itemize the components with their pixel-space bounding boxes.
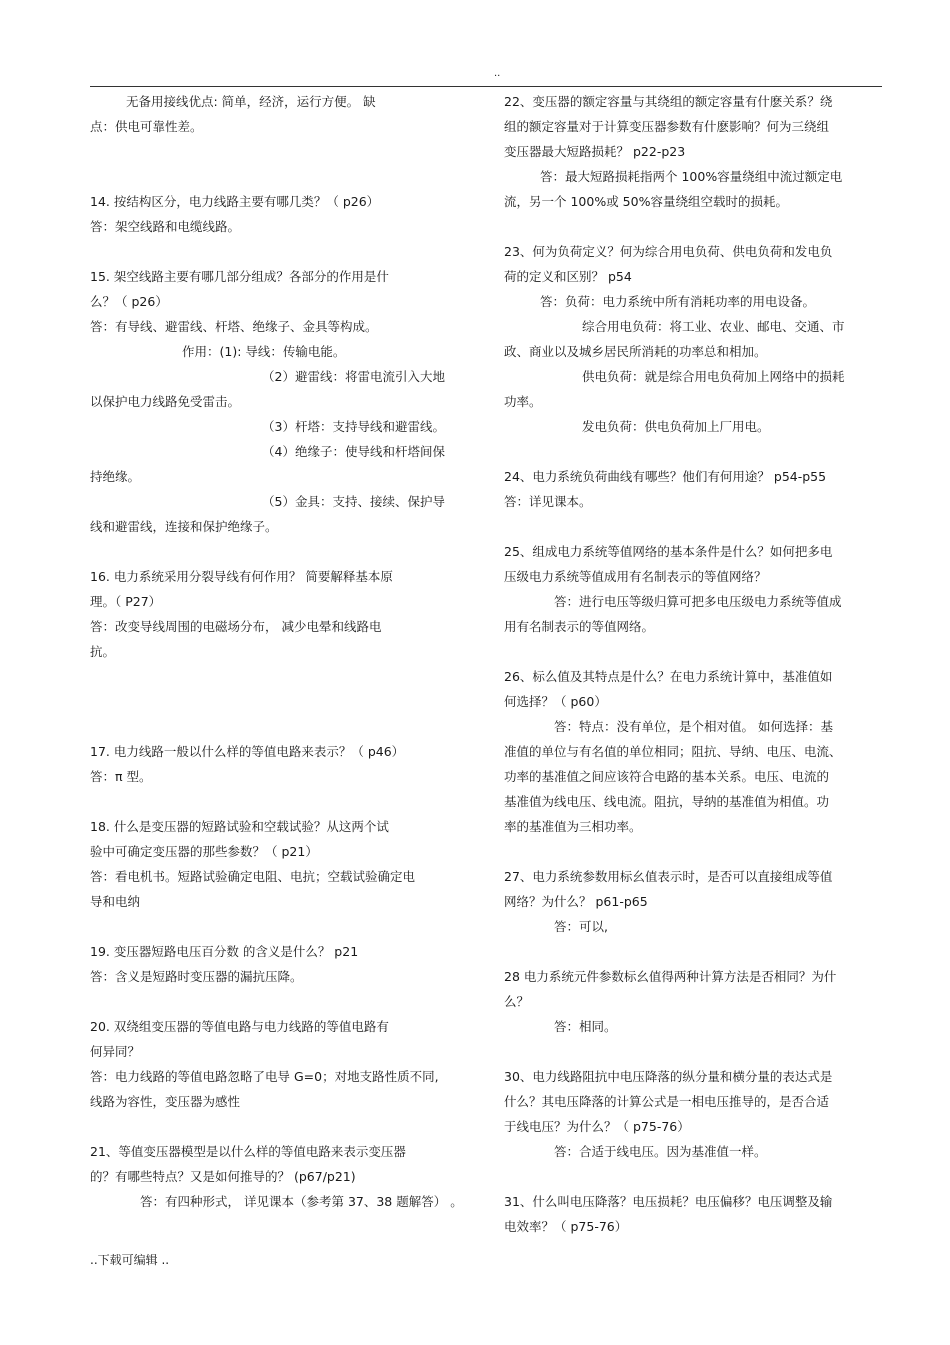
text-line: 31、什么叫电压降落？电压损耗？电压偏移？电压调整及输 xyxy=(504,1194,833,1209)
text-line: 功率。 xyxy=(504,394,542,409)
text-line: （3）杆塔：支持导线和避雷线。 xyxy=(262,419,445,434)
text-line: 22、变压器的额定容量与其绕组的额定容量有什麽关系？绕 xyxy=(504,94,833,109)
text-line: 20. 双绕组变压器的等值电路与电力线路的等值电路有 xyxy=(90,1019,389,1034)
text-line: 答：最大短路损耗指两个 100%容量绕组中流过额定电 xyxy=(540,169,843,184)
text-line: 答：架空线路和电缆线路。 xyxy=(90,219,241,234)
text-line: 无备用接线优点: 简单，经济，运行方便。 缺 xyxy=(126,94,376,109)
text-line: 30、电力线路阻抗中电压降落的纵分量和横分量的表达式是 xyxy=(504,1069,833,1084)
text-line: 答：相同。 xyxy=(554,1019,617,1034)
text-line: 政、商业以及城乡居民所消耗的功率总和相加。 xyxy=(504,344,767,359)
text-line: 以保护电力线路免受雷击。 xyxy=(90,394,241,409)
text-line: 持绝缘。 xyxy=(90,469,141,484)
text-line: 抗。 xyxy=(90,644,116,659)
blank-line xyxy=(504,439,879,464)
text-line: 网络？为什么？ p61-p65 xyxy=(504,894,648,909)
text-line: 16. 电力系统采用分裂导线有何作用？ 简要解释基本原 xyxy=(90,569,393,584)
text-line: 答：电力线路的等值电路忽略了电导 G=0；对地支路性质不同, xyxy=(90,1069,439,1084)
text-line: 24、电力系统负荷曲线有哪些？他们有何用途？ p54-p55 xyxy=(504,469,827,484)
text-line: 准值的单位与有名值的单位相同；阻抗、导纳、电压、电流、 xyxy=(504,744,842,759)
blank-line xyxy=(90,164,475,189)
text-line: 27、电力系统参数用标幺值表示时，是否可以直接组成等值 xyxy=(504,869,833,884)
blank-line xyxy=(90,714,475,739)
text-line: 25、组成电力系统等值网络的基本条件是什么？如何把多电 xyxy=(504,544,833,559)
text-line: 14. 按结构区分，电力线路主要有哪几类？（ p26） xyxy=(90,194,380,209)
text-line: 流，另一个 100%或 50%容量绕组空载时的损耗。 xyxy=(504,194,788,209)
blank-line xyxy=(90,239,475,264)
text-line: 15. 架空线路主要有哪几部分组成？各部分的作用是什 xyxy=(90,269,389,284)
text-line: 23、何为负荷定义？何为综合用电负荷、供电负荷和发电负 xyxy=(504,244,833,259)
text-line: 率的基准值为三相功率。 xyxy=(504,819,642,834)
left-column xyxy=(90,89,475,1214)
blank-line xyxy=(90,789,475,814)
blank-line xyxy=(90,1114,475,1139)
text-line: 18. 什么是变压器的短路试验和空载试验？从这两个试 xyxy=(90,819,389,834)
text-line: 理。（ P27） xyxy=(90,594,162,609)
text-line: 压级电力系统等值成用有名制表示的等值网络？ xyxy=(504,569,767,584)
text-line: 答：详见课本。 xyxy=(504,494,592,509)
text-line: 17. 电力线路一般以什么样的等值电路来表示？（ p46） xyxy=(90,744,405,759)
blank-line xyxy=(504,1164,879,1189)
text-line: 电效率？（ p75-76） xyxy=(504,1219,628,1234)
text-line: 26、标么值及其特点是什么？在电力系统计算中，基准值如 xyxy=(504,669,833,684)
text-line: （5）金具：支持、接续、保护导 xyxy=(262,494,445,509)
text-line: 导和电纳 xyxy=(90,894,141,909)
blank-line xyxy=(90,989,475,1014)
text-line: 答：特点：没有单位，是个相对值。 如何选择：基 xyxy=(554,719,833,734)
text-line: 组的额定容量对于计算变压器参数有什麽影响？何为三绕组 xyxy=(504,119,830,134)
text-line: 答：有导线、避雷线、杆塔、绝缘子、金具等构成。 xyxy=(90,319,378,334)
text-line: 答：改变导线周围的电磁场分布， 减少电晕和线路电 xyxy=(90,619,382,634)
blank-line xyxy=(504,639,879,664)
right-column xyxy=(504,89,879,1239)
text-line: 验中可确定变压器的那些参数？（ p21） xyxy=(90,844,318,859)
blank-line xyxy=(90,914,475,939)
text-line: 用有名制表示的等值网络。 xyxy=(504,619,655,634)
text-line: 的？有哪些特点？又是如何推导的？ (p67/p21) xyxy=(90,1169,356,1184)
text-line: 21、等值变压器模型是以什么样的等值电路来表示变压器 xyxy=(90,1144,406,1159)
text-line: 于线电压？为什么？（ p75-76） xyxy=(504,1119,690,1134)
text-line: 答：进行电压等级归算可把多电压级电力系统等值成 xyxy=(554,594,842,609)
text-line: 28 电力系统元件参数标幺值得两种计算方法是否相同？为什 xyxy=(504,969,837,984)
text-line: 荷的定义和区别？ p54 xyxy=(504,269,632,284)
blank-line xyxy=(504,1039,879,1064)
text-line: （4）绝缘子：使导线和杆塔间保 xyxy=(262,444,445,459)
text-line: 功率的基准值之间应该符合电路的基本关系。电压、电流的 xyxy=(504,769,830,784)
text-line: 发电负荷：供电负荷加上厂用电。 xyxy=(582,419,770,434)
text-line: 什么？其电压降落的计算公式是一相电压推导的，是否合适 xyxy=(504,1094,830,1109)
text-line: 供电负荷：就是综合用电负荷加上网络中的损耗 xyxy=(582,369,845,384)
blank-line xyxy=(90,539,475,564)
blank-line xyxy=(504,214,879,239)
blank-line xyxy=(90,664,475,689)
text-line: 答：可以, xyxy=(554,919,608,934)
text-line: 答：含义是短路时变压器的漏抗压降。 xyxy=(90,969,303,984)
text-line: （2）避雷线：将雷电流引入大地 xyxy=(262,369,445,384)
text-line: 作用：(1): 导线：传输电能。 xyxy=(182,344,346,359)
text-line: 线和避雷线，连接和保护绝缘子。 xyxy=(90,519,278,534)
header-rule xyxy=(90,86,882,87)
text-line: 答：负荷：电力系统中所有消耗功率的用电设备。 xyxy=(540,294,816,309)
text-line: 基准值为线电压、线电流。阻抗，导纳的基准值为相值。功 xyxy=(504,794,830,809)
text-line: 么？ xyxy=(504,994,530,1009)
footer-text: ..下载可编辑 .. xyxy=(90,1253,170,1267)
text-line: 答：看电机书。短路试验确定电阻、电抗；空载试验确定电 xyxy=(90,869,416,884)
blank-line xyxy=(504,939,879,964)
header-mark: .. xyxy=(494,68,501,79)
text-line: 何异同？ xyxy=(90,1044,141,1059)
text-line: 答：π 型。 xyxy=(90,769,152,784)
text-line: 综合用电负荷：将工业、农业、邮电、交通、市 xyxy=(582,319,845,334)
text-line: 线路为容性，变压器为感性 xyxy=(90,1094,241,1109)
text-line: 变压器最大短路损耗？ p22-p23 xyxy=(504,144,686,159)
blank-line xyxy=(504,839,879,864)
blank-line xyxy=(90,689,475,714)
blank-line xyxy=(504,514,879,539)
text-line: 何选择？（ p60） xyxy=(504,694,607,709)
text-line: 答：合适于线电压。因为基准值一样。 xyxy=(554,1144,767,1159)
text-line: 么？（ p26） xyxy=(90,294,168,309)
text-line: 答：有四种形式， 详见课本（参考第 37、38 题解答） 。 xyxy=(140,1194,463,1209)
text-line: 19. 变压器短路电压百分数 的含义是什么？ p21 xyxy=(90,944,359,959)
blank-line xyxy=(90,139,475,164)
text-line: 点：供电可靠性差。 xyxy=(90,119,203,134)
